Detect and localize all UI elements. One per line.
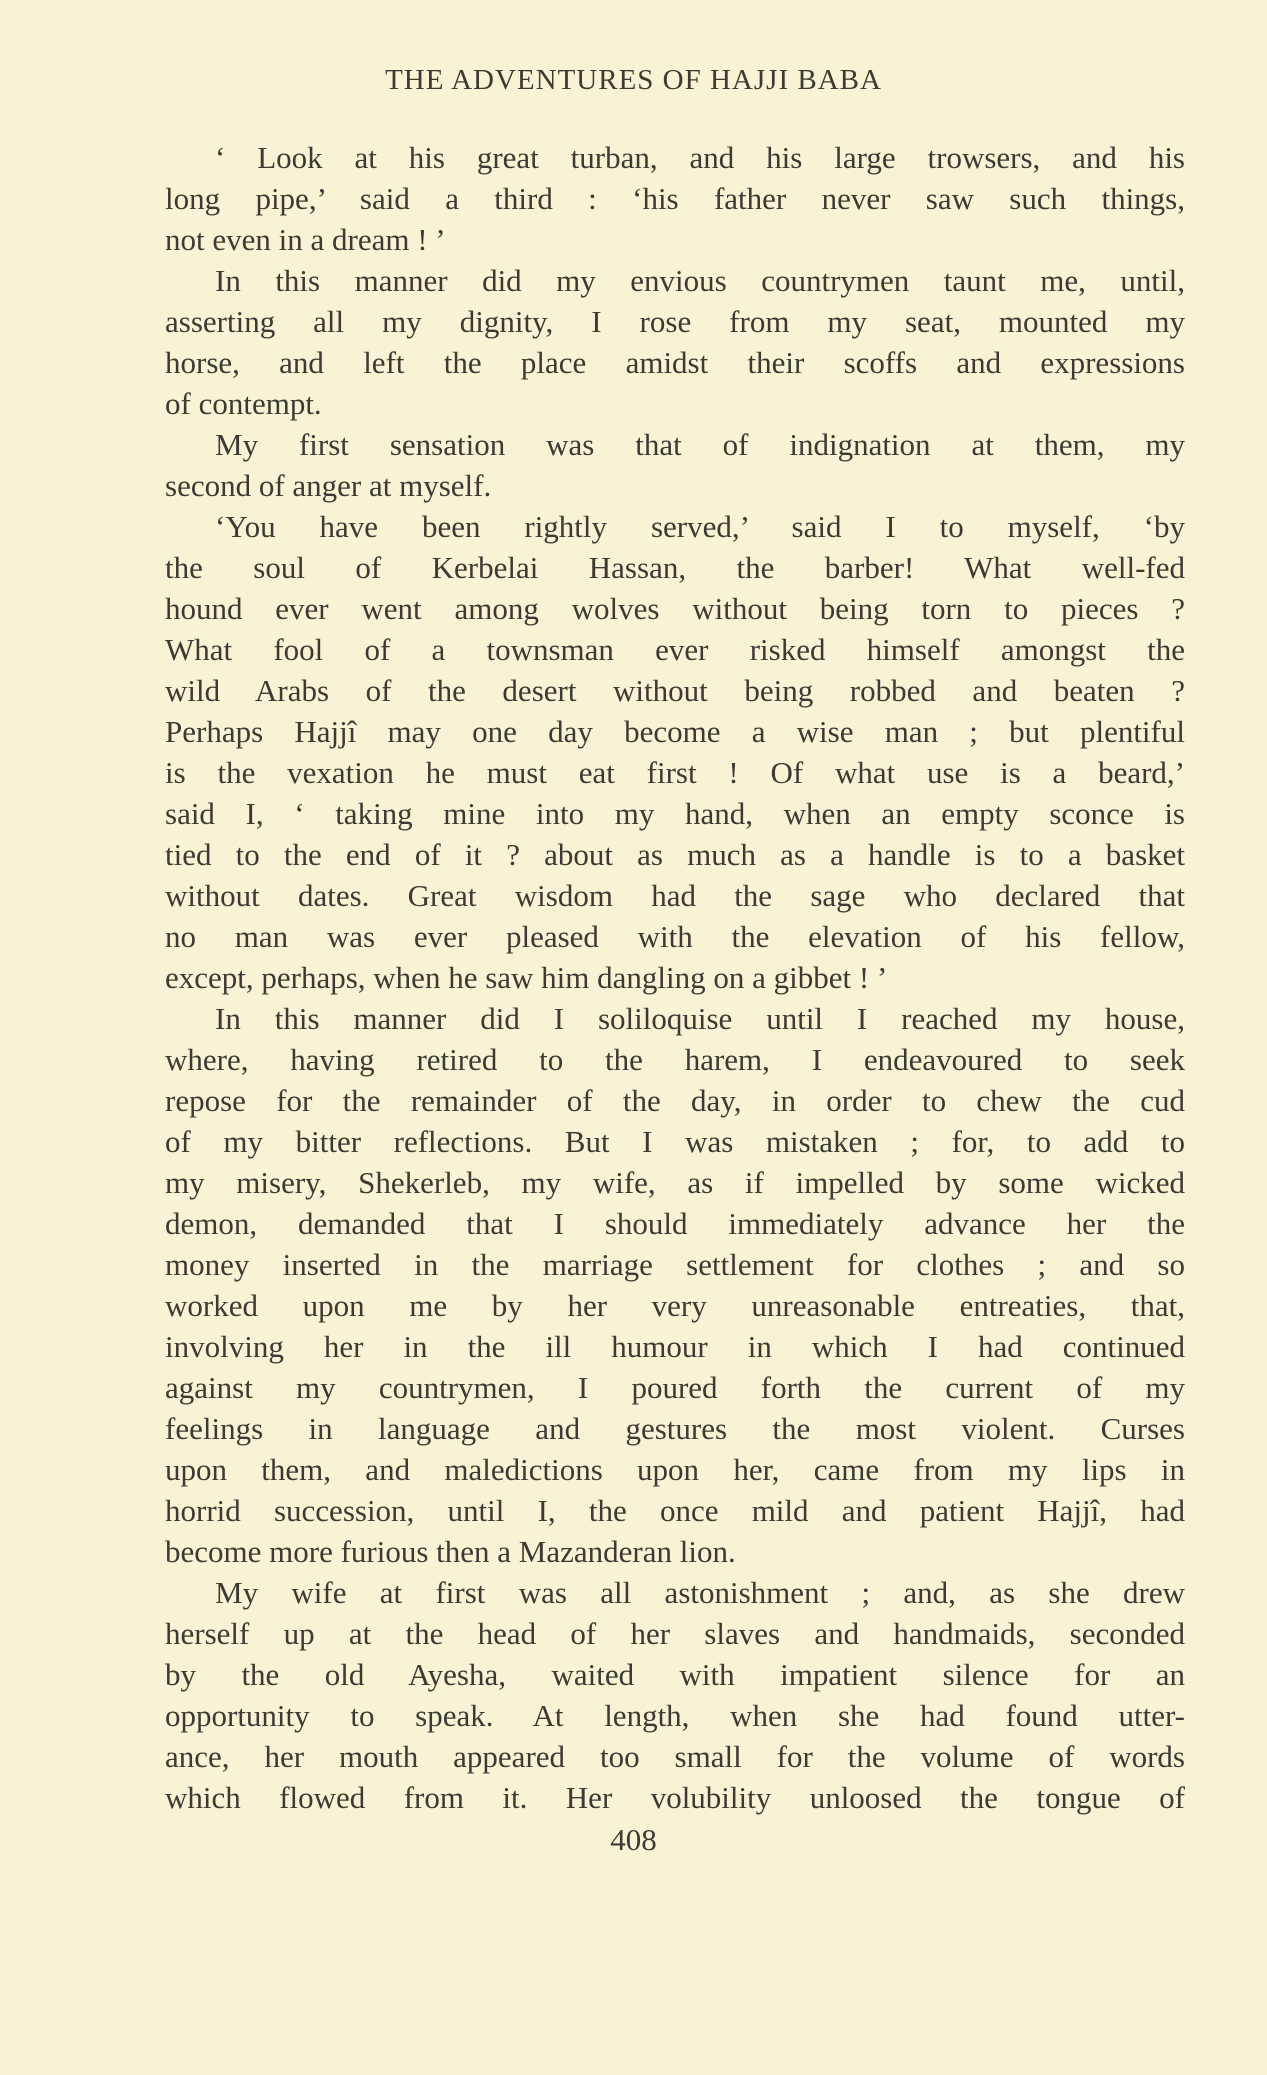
text-line: the soul of Kerbelai Hassan, the barber! What well-fed [165,550,1185,585]
text-line: What fool of a townsman ever risked himself amongst the [165,632,1185,667]
page-number: 408 [610,1822,657,1857]
text-line: demon, demanded that I should immediately advance her the [165,1206,1185,1241]
text-line: repose for the remainder of the day, in order to chew the cud [165,1083,1185,1118]
text-line: asserting all my dignity, I rose from my seat, mounted my [165,304,1185,339]
body-text [165,137,1185,1818]
text-line: which flowed from it. Her volubility unloosed the tongue of [165,1780,1185,1815]
text-line: second of anger at myself. [165,468,492,503]
text-line: involving her in the ill humour in which I had continued [165,1329,1185,1364]
text-line: In this manner did I soliloquise until I reached my house, [215,1001,1185,1036]
text-line: said I, ‘ taking mine into my hand, when an empty sconce is [165,796,1185,831]
text-line: is the vexation he must eat first ! Of what use is a beard,’ [165,755,1185,790]
text-line: ‘ Look at his great turban, and his large trowsers, and his [215,140,1185,175]
text-line: of contempt. [165,386,322,421]
text-line: my misery, Shekerleb, my wife, as if impelled by some wicked [165,1165,1185,1200]
text-line: no man was ever pleased with the elevation of his fellow, [165,919,1185,954]
text-line: become more furious then a Mazanderan lion. [165,1534,736,1569]
running-header: THE ADVENTURES OF HAJJI BABA [385,64,882,96]
text-line: feelings in language and gestures the most violent. Curses [165,1411,1185,1446]
text-line: My wife at first was all astonishment ; and, as she drew [215,1575,1185,1610]
text-line: horrid succession, until I, the once mild and patient Hajjî, had [165,1493,1185,1528]
text-line: not even in a dream ! ’ [165,222,446,257]
text-line: without dates. Great wisdom had the sage who declared that [165,878,1185,913]
text-line: long pipe,’ said a third : ‘his father never saw such things, [165,181,1185,216]
text-line: where, having retired to the harem, I endeavoured to seek [165,1042,1185,1077]
text-line: wild Arabs of the desert without being robbed and beaten ? [165,673,1185,708]
text-line: ance, her mouth appeared too small for the volume of words [165,1739,1185,1774]
text-line: except, perhaps, when he saw him dangling on a gibbet ! ’ [165,960,888,995]
text-line: ‘You have been rightly served,’ said I to myself, ‘by [215,509,1185,544]
text-line: money inserted in the marriage settlement for clothes ; and so [165,1247,1185,1282]
text-line: In this manner did my envious countrymen taunt me, until, [215,263,1185,298]
text-line: My first sensation was that of indignation at them, my [215,427,1185,462]
text-line: hound ever went among wolves without being torn to pieces ? [165,591,1185,626]
text-line: tied to the end of it ? about as much as a handle is to a basket [165,837,1185,872]
text-line: by the old Ayesha, waited with impatient silence for an [165,1657,1185,1692]
text-line: opportunity to speak. At length, when she had found utter- [165,1698,1185,1733]
text-line: against my countrymen, I poured forth the current of my [165,1370,1185,1405]
text-line: horse, and left the place amidst their scoffs and expressions [165,345,1185,380]
text-line: worked upon me by her very unreasonable entreaties, that, [165,1288,1185,1323]
text-line: herself up at the head of her slaves and handmaids, seconded [165,1616,1185,1651]
text-line: Perhaps Hajjî may one day become a wise man ; but plentiful [165,714,1185,749]
text-line: of my bitter reflections. But I was mistaken ; for, to add to [165,1124,1185,1159]
text-line: upon them, and maledictions upon her, came from my lips in [165,1452,1185,1487]
